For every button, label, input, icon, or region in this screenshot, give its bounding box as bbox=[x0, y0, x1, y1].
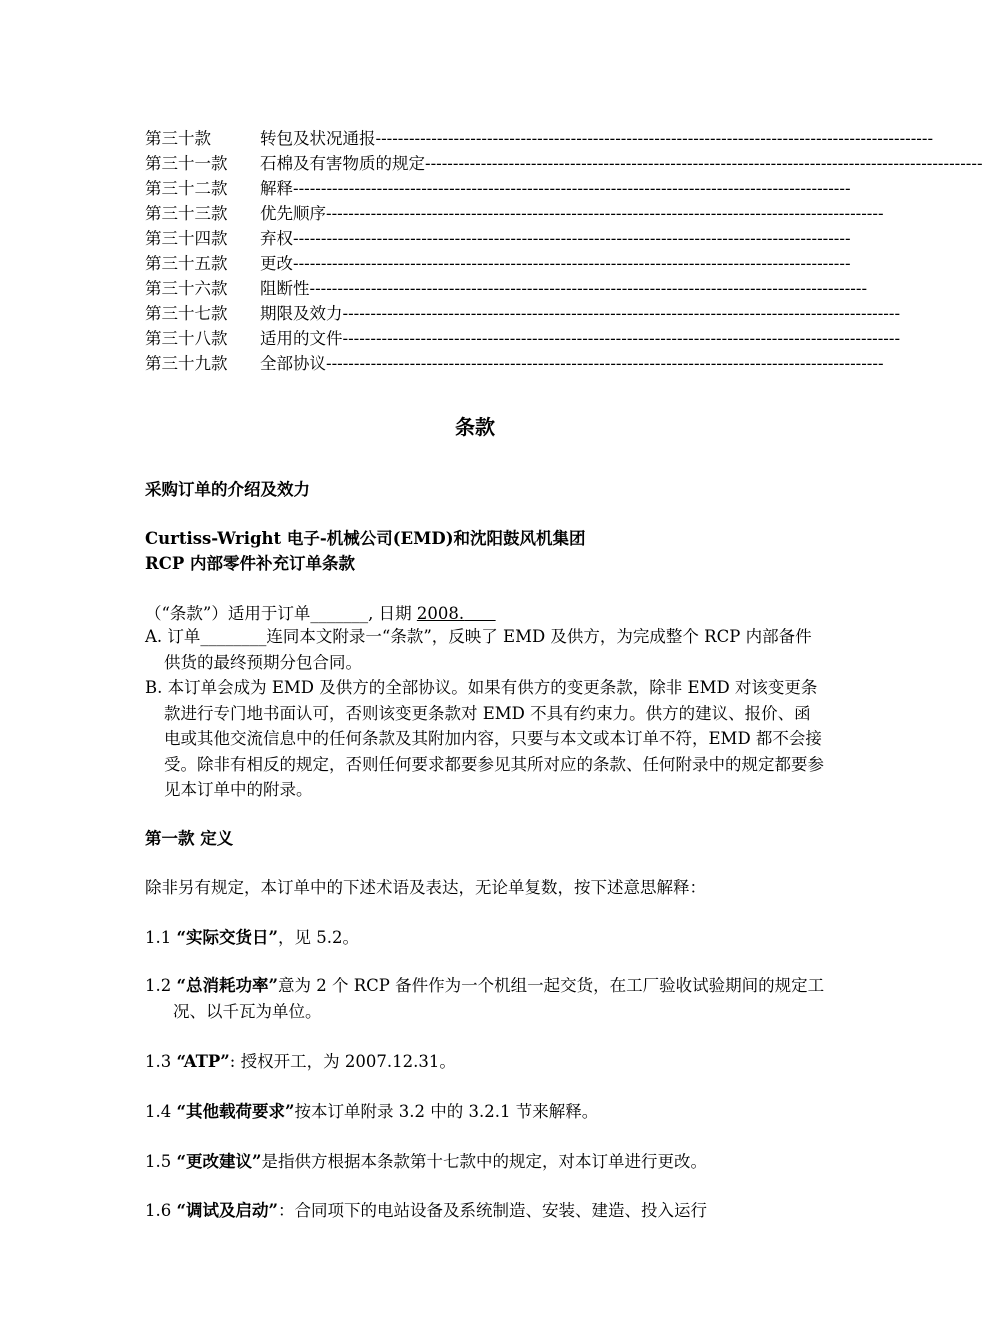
item-b: B. 本订单会成为 EMD 及供方的全部协议。如果有供方的变更条款，除非 EMD 对该变更条款进行专门地书面认可，否则该变更条款对 EMD 不具有约束力。供方的建议、报价、函电或其他交流信息中的任何条款及其附加内容，只要与本文或本订单不符，EMD 都不会接受。除非有相反的规定，否则任何要求都要参见其所对应的条款、任何附录中的规定都要参见本订单中的附录。 bbox=[145, 678, 824, 799]
toc-leader: ---------------------------------------------------------------------------------------------------- bbox=[326, 204, 884, 223]
toc-title: 阻断性 bbox=[260, 279, 310, 298]
toc-title: 石棉及有害物质的规定 bbox=[260, 154, 425, 173]
definition-text: ，见 5.2。 bbox=[277, 928, 359, 947]
section1-intro: 除非另有规定，本订单中的下述术语及表达，无论单复数，按下述意思解释： bbox=[145, 878, 706, 897]
toc-title: 弃权 bbox=[260, 229, 293, 248]
toc-number: 第三十九款 bbox=[145, 354, 228, 373]
item-a-order-blank[interactable]: ________ bbox=[200, 627, 267, 646]
toc-row[interactable] bbox=[145, 351, 884, 376]
definition-item: 1.1 “实际交货日”，见 5.2。 bbox=[145, 928, 359, 947]
toc-leader: ---------------------------------------------------------------------------------------------------- bbox=[326, 354, 884, 373]
definition-item: 1.2 “总消耗功率”意为 2 个 RCP 备件作为一个机组一起交货，在工厂验收试验期间的规定工况、以千瓦为单位。 bbox=[145, 976, 825, 1021]
toc-row[interactable] bbox=[145, 126, 934, 151]
toc-title: 更改 bbox=[260, 254, 293, 273]
definition-text: : 授权开工，为 2007.12.31。 bbox=[229, 1052, 456, 1071]
toc-row[interactable] bbox=[145, 151, 983, 176]
company-line-2: RCP 内部零件补充订单条款 bbox=[145, 554, 355, 573]
table-of-contents bbox=[145, 126, 983, 376]
section-title: 条款 bbox=[455, 415, 495, 439]
toc-number: 第三十四款 bbox=[145, 229, 228, 248]
toc-number: 第三十六款 bbox=[145, 279, 228, 298]
toc-leader: ---------------------------------------------------------------------------------------------------- bbox=[375, 129, 934, 148]
item-a bbox=[145, 624, 824, 675]
toc-leader: ---------------------------------------------------------------------------------------------------- bbox=[342, 329, 901, 348]
toc-row[interactable] bbox=[145, 301, 901, 326]
toc-number: 第三十一款 bbox=[145, 154, 228, 173]
company-line-1: Curtiss-Wright 电子-机械公司(EMD)和沈阳鼓风机集团 bbox=[145, 529, 586, 548]
order-number-blank[interactable]: _______ bbox=[310, 604, 369, 623]
definition-term: “其他载荷要求” bbox=[176, 1102, 295, 1121]
toc-leader: ---------------------------------------------------------------------------------------------------- bbox=[342, 304, 901, 323]
date-label: , 日期 bbox=[368, 604, 417, 623]
definition-term: “调试及启动” bbox=[176, 1201, 278, 1220]
definition-item: 1.5 “更改建议”是指供方根据本条款第十七款中的规定，对本订单进行更改。 bbox=[145, 1152, 707, 1171]
definition-term: “总消耗功率” bbox=[176, 976, 278, 995]
toc-row[interactable] bbox=[145, 176, 851, 201]
toc-row[interactable] bbox=[145, 326, 901, 351]
toc-leader: ---------------------------------------------------------------------------------------------------- bbox=[293, 254, 851, 273]
toc-title: 优先顺序 bbox=[260, 204, 326, 223]
definition-item: 1.6 “调试及启动”：合同项下的电站设备及系统制造、安装、建造、投入运行 bbox=[145, 1201, 707, 1220]
definition-text: 是指供方根据本条款第十七款中的规定，对本订单进行更改。 bbox=[261, 1152, 707, 1171]
toc-number: 第三十二款 bbox=[145, 179, 228, 198]
definition-term: “更改建议” bbox=[176, 1152, 262, 1171]
toc-row[interactable] bbox=[145, 276, 868, 301]
toc-row[interactable] bbox=[145, 251, 851, 276]
definition-text: ：合同项下的电站设备及系统制造、安装、建造、投入运行 bbox=[277, 1201, 707, 1220]
toc-number: 第三十八款 bbox=[145, 329, 228, 348]
definition-term: “ATP” bbox=[176, 1052, 230, 1071]
definition-item: 1.3 “ATP”: 授权开工，为 2007.12.31。 bbox=[145, 1052, 456, 1071]
toc-row[interactable] bbox=[145, 201, 884, 226]
applies-prefix: （“条款”）适用于订单 bbox=[145, 604, 311, 623]
toc-row[interactable] bbox=[145, 226, 851, 251]
toc-title: 转包及状况通报 bbox=[260, 129, 376, 148]
toc-leader: ---------------------------------------------------------------------------------------------------- bbox=[293, 179, 851, 198]
toc-title: 适用的文件 bbox=[260, 329, 343, 348]
item-a-prefix: A. 订单 bbox=[145, 627, 201, 646]
toc-number: 第三十三款 bbox=[145, 204, 228, 223]
toc-number: 第三十五款 bbox=[145, 254, 228, 273]
toc-leader: ---------------------------------------------------------------------------------------------------- bbox=[309, 279, 868, 298]
toc-leader: ---------------------------------------------------------------------------------------------------- bbox=[293, 229, 851, 248]
toc-title: 期限及效力 bbox=[260, 304, 343, 323]
toc-leader: ---------------------------------------------------------------------------------------------------- bbox=[425, 154, 983, 173]
toc-number: 第三十款 bbox=[145, 129, 211, 148]
definition-text: 按本订单附录 3.2 中的 3.2.1 节来解释。 bbox=[294, 1102, 599, 1121]
definition-text: 意为 2 个 RCP 备件作为一个机组一起交货，在工厂验收试验期间的规定工况、以千瓦为单位。 bbox=[173, 976, 825, 1021]
item-a-text: 连同本文附录一“条款”，反映了 EMD 及供方，为完成整个 RCP 内部备件供货的最终预期分包合同。 bbox=[164, 627, 812, 672]
definition-term: “实际交货日” bbox=[176, 928, 278, 947]
toc-number: 第三十七款 bbox=[145, 304, 228, 323]
applies-line bbox=[145, 600, 496, 624]
section1-heading: 第一款 定义 bbox=[145, 829, 234, 848]
intro-heading: 采购订单的介绍及效力 bbox=[145, 480, 310, 499]
toc-title: 全部协议 bbox=[260, 354, 326, 373]
toc-title: 解释 bbox=[260, 179, 293, 198]
definition-item: 1.4 “其他载荷要求”按本订单附录 3.2 中的 3.2.1 节来解释。 bbox=[145, 1102, 599, 1121]
order-date[interactable]: 2008. bbox=[416, 604, 465, 623]
